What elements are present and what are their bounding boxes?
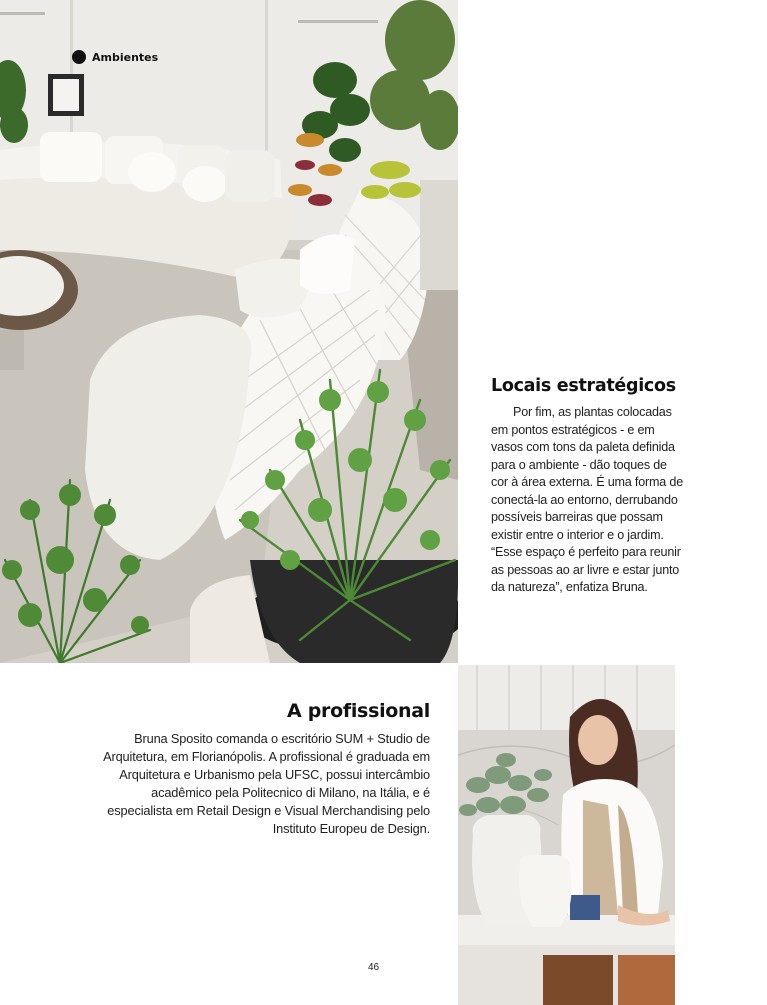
hero-photo <box>0 0 458 663</box>
professional-heading: A profissional <box>287 700 430 722</box>
strategic-locations-column <box>491 376 686 597</box>
portrait-photo <box>458 665 675 1005</box>
strategic-heading: Locais estratégicos <box>491 376 676 396</box>
hero-illustration <box>0 0 458 663</box>
section-tag <box>72 50 158 64</box>
section-label: Ambientes <box>92 50 159 64</box>
professional-column <box>100 700 430 838</box>
page-number: 46 <box>367 962 380 973</box>
strategic-body: Por fim, as plantas colocadas em pontos estratégicos - e em vasos com tons da paleta definida para o ambiente - dão toques de cor à área externa. É uma forma de conectá-la ao entorno, derrubando possíveis barreiras que possam existir entre o interior e o jardim. “Esse espaço é perfeito para reunir as pessoas ao ar livre e estar junto da natureza”, enfatiza Bruna. <box>491 405 684 594</box>
section-dot <box>72 50 86 64</box>
portrait-illustration <box>458 665 675 1005</box>
professional-body: Bruna Sposito comanda o escritório SUM + Studio de Arquitetura, em Florianópolis. A profissional é graduada em Arquitetura e Urbanismo pela UFSC, possui intercâmbio acadêmico pela Politecnico di Milano, na Itália, e é especialista em Retail Design e Visual Merchandising pelo Instituto Europeu de Design. <box>103 731 430 836</box>
